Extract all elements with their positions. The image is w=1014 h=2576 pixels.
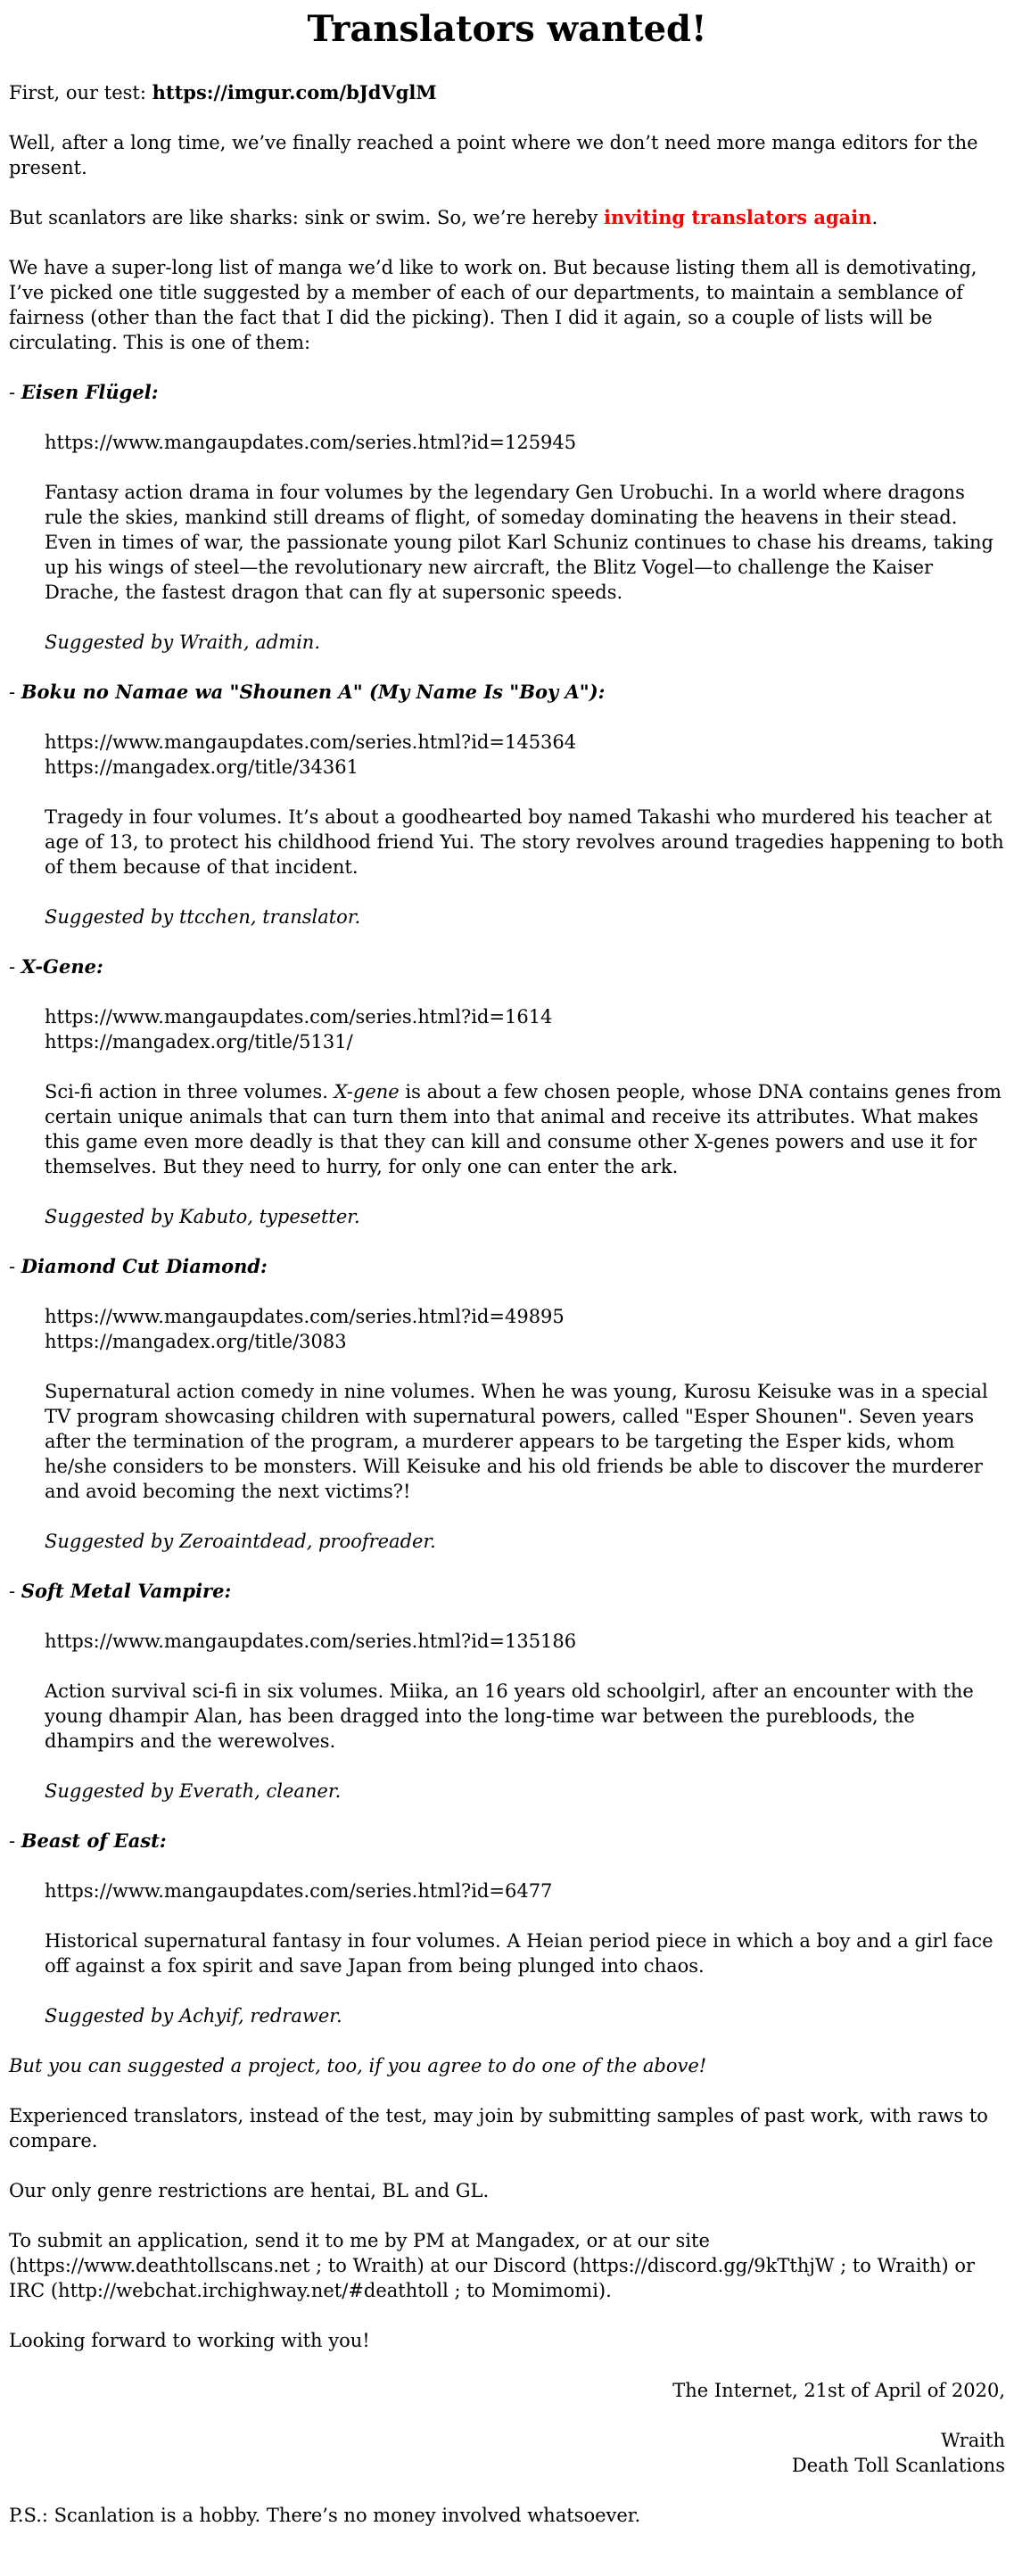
series-links — [45, 1878, 1005, 1903]
series-links — [45, 1004, 1005, 1054]
series-entry-boku-no-namae — [9, 680, 1005, 929]
description-text: Supernatural action comedy in nine volumes. When he was young, Kurosu Keisuke was in a special TV program showcasing children with supernatural powers, called "Esper Shounen". Seven years after the termination of the program, a murderer appears to be targeting the Esper kids, whom he/she considers to be monsters. Will Keisuke and his old friends be able to discover the murderer and avoid becoming the next victims?! — [45, 1381, 988, 1502]
series-suggested-by: Suggested by Everath, cleaner. — [45, 1780, 342, 1802]
invite-text-before: But scanlators are like sharks: sink or swim. So, we’re hereby — [9, 207, 605, 228]
series-entry-diamond-cut-diamond — [9, 1254, 1005, 1554]
test-label: First, our test: — [9, 82, 153, 103]
series-url: https://www.mangaupdates.com/series.html?id=125945 — [45, 432, 577, 453]
series-suggested-by: Suggested by Wraith, admin. — [45, 632, 320, 653]
series-links — [45, 1304, 1005, 1354]
bullet-dash: - — [9, 1256, 21, 1277]
series-description — [45, 1379, 1005, 1504]
description-text: Tragedy in four volumes. It’s about a goodhearted boy named Takashi who murdered his teacher at age of 13, to protect his childhood friend Yui. The story revolves around tragedies happening to both of them because of that incident. — [45, 806, 1004, 878]
signature-date-line: The Internet, 21st of April of 2020, — [672, 2380, 1005, 2401]
series-title-line — [9, 1579, 1005, 1604]
paragraph-invite — [9, 205, 1005, 230]
postscript: P.S.: Scanlation is a hobby. There’s no money involved whatsoever. — [9, 2505, 641, 2526]
series-entry-soft-metal-vampire — [9, 1579, 1005, 1804]
description-text: Fantasy action drama in four volumes by the legendary Gen Urobuchi. In a world where dragons rule the skies, mankind still dreams of flight, of someday dominating the heavens in their stead. Even in times of war, the passionate young pilot Karl Schuniz continues to chase his dreams, taking up his wings of steel—the revolutionary new aircraft, the Blitz Vogel—to challenge the Kaiser Drache, the fastest dragon that can fly at supersonic speeds. — [45, 482, 993, 603]
series-title-line — [9, 954, 1005, 979]
page-title: Translators wanted! — [307, 8, 707, 50]
paragraph-genres: Our only genre restrictions are hentai, BL and GL. — [9, 2180, 490, 2201]
series-description — [45, 480, 1005, 605]
series-url: https://mangadex.org/title/34361 — [45, 756, 359, 778]
series-suggested-by: Suggested by Zeroaintdead, proofreader. — [45, 1531, 436, 1552]
series-url: https://www.mangaupdates.com/series.html?id=135186 — [45, 1631, 577, 1652]
description-emphasis: X-gene — [334, 1081, 400, 1102]
series-title-line — [9, 1254, 1005, 1279]
series-url: https://www.mangaupdates.com/series.html?id=1614 — [45, 1006, 553, 1028]
bullet-dash: - — [9, 681, 21, 703]
series-title: Diamond Cut Diamond: — [21, 1255, 268, 1277]
paragraph-editors-note: Well, after a long time, we’ve finally reached a point where we don’t need more manga editors for the present. — [9, 132, 978, 178]
series-title-line — [9, 1829, 1005, 1854]
series-description — [45, 1928, 1005, 1978]
series-entry-eisen-flugel — [9, 380, 1005, 655]
description-text-after: is about a few chosen people, whose DNA contains genes from certain unique animals that can turn them into that animal and receive its attributes. What makes this game even more deadly is that they can kill and consume other X-genes powers and use it for themselves. But they need to hurry, for only one can enter the ark. — [45, 1081, 1002, 1177]
series-title: X-Gene: — [21, 955, 103, 978]
series-title: Boku no Namae wa "Shounen A" (My Name Is "Boy A"): — [21, 681, 606, 703]
series-description — [45, 805, 1005, 879]
description-text: Action survival sci-fi in six volumes. Miika, an 16 years old schoolgirl, after an encounter with the young dhampir Alan, has been dragged into the long-time war between the purebloods, the dhampirs and the werewolves. — [45, 1680, 974, 1752]
series-title: Soft Metal Vampire: — [21, 1580, 232, 1602]
series-entry-beast-of-east — [9, 1829, 1005, 2028]
description-text: Sci-fi action in three volumes. — [45, 1081, 334, 1102]
series-title: Eisen Flügel: — [21, 381, 159, 403]
series-description — [45, 1679, 1005, 1754]
series-url: https://mangadex.org/title/5131/ — [45, 1031, 353, 1053]
paragraph-test — [9, 80, 1005, 105]
paragraph-submit: To submit an application, send it to me by PM at Mangadex, or at our site (https://www.deathtollscans.net ; to Wraith) at our Discord (https://discord.gg/9kTthjW ; to Wraith) or IRC (http://webchat.irchighway.net/#deathtoll ; to Momimomi). — [9, 2230, 976, 2301]
series-url: https://www.mangaupdates.com/series.html?id=145364 — [45, 731, 577, 753]
series-suggested-by: Suggested by Kabuto, typesetter. — [45, 1206, 360, 1227]
series-suggested-by: Suggested by Achyif, redrawer. — [45, 2005, 342, 2027]
signature-group: Death Toll Scanlations — [791, 2455, 1005, 2476]
paragraph-experienced: Experienced translators, instead of the test, may join by submitting samples of past work, with raws to compare. — [9, 2105, 988, 2151]
test-url: https://imgur.com/bJdVglM — [152, 81, 437, 103]
series-url: https://www.mangaupdates.com/series.html?id=49895 — [45, 1306, 565, 1327]
series-description — [45, 1079, 1005, 1179]
paragraph-looking-forward: Looking forward to working with you! — [9, 2330, 370, 2351]
series-links — [45, 1629, 1005, 1654]
paragraph-list-intro: We have a super-long list of manga we’d like to work on. But because listing them all is demotivating, I’ve picked one title suggested by a member of each of our departments, to maintain a semblance of fairness (other than the fact that I did the picking). Then I did it again, so a couple of lists will be circulating. This is one of them: — [9, 257, 977, 353]
bullet-dash: - — [9, 382, 21, 403]
signature-name: Wraith — [941, 2430, 1005, 2451]
series-entry-x-gene — [9, 954, 1005, 1229]
paragraph-suggest-note: But you can suggested a project, too, if you agree to do one of the above! — [9, 2055, 707, 2076]
series-links — [45, 430, 1005, 455]
series-title-line — [9, 680, 1005, 705]
bullet-dash: - — [9, 1830, 21, 1852]
bullet-dash: - — [9, 1581, 21, 1602]
bullet-dash: - — [9, 956, 21, 978]
series-url: https://mangadex.org/title/3083 — [45, 1331, 347, 1352]
invite-text-after: . — [871, 207, 878, 228]
series-suggested-by: Suggested by ttcchen, translator. — [45, 906, 361, 928]
invite-highlight: inviting translators again — [604, 206, 872, 228]
signature-block — [9, 2428, 1005, 2478]
series-links — [45, 730, 1005, 780]
series-title-line — [9, 380, 1005, 405]
description-text: Historical supernatural fantasy in four volumes. A Heian period piece in which a boy and a girl face off against a fox spirit and save Japan from being plunged into chaos. — [45, 1930, 993, 1977]
series-url: https://www.mangaupdates.com/series.html?id=6477 — [45, 1880, 553, 1902]
series-title: Beast of East: — [21, 1829, 167, 1852]
